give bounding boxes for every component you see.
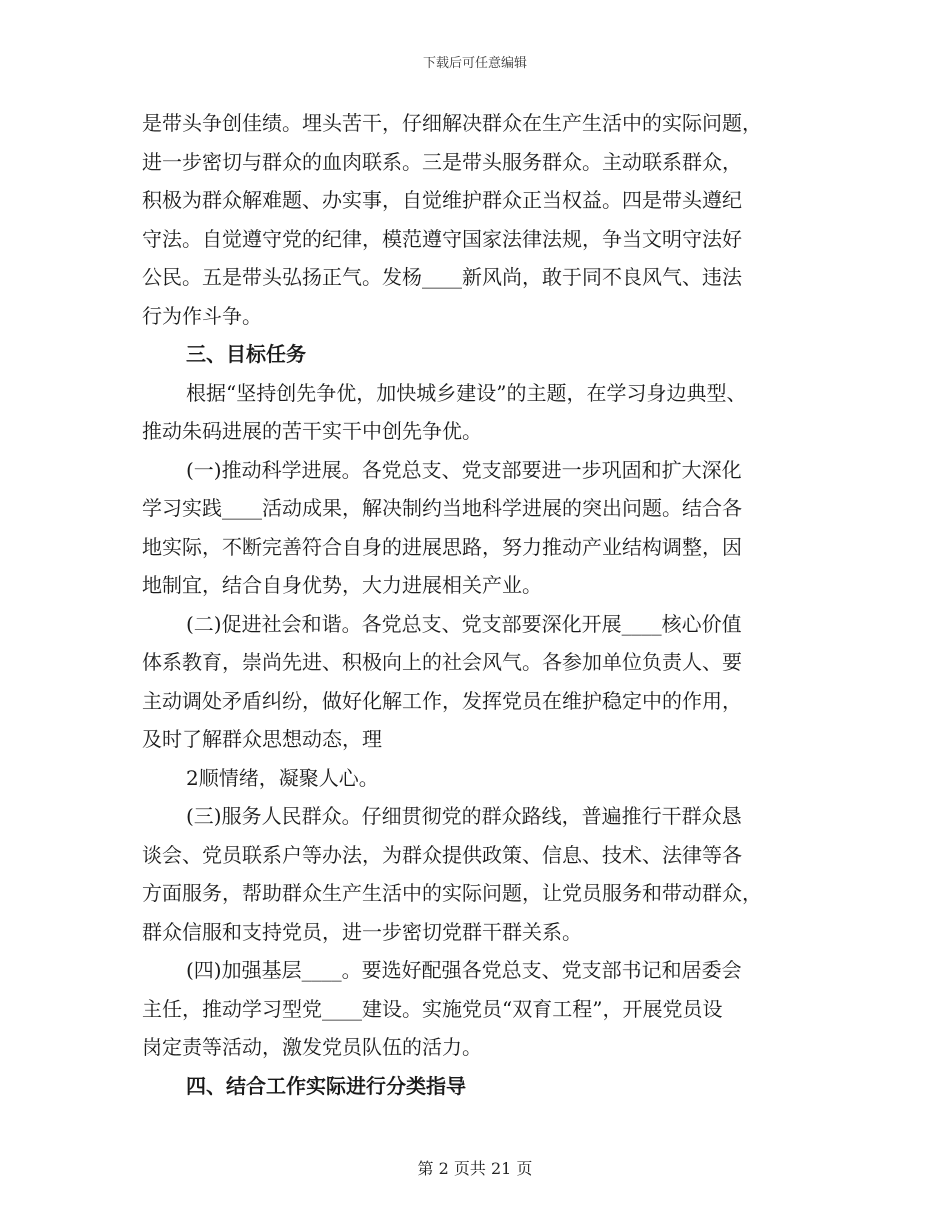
paragraph-start: (三)服务人民群众。仔细贯彻党的群众路线，普遍推行干群众恳 [186, 804, 742, 828]
body-line: 谈会、党员联系户等办法，为群众提供政策、信息、技术、法律等各 [142, 842, 742, 867]
paragraph-start: 根据“坚持创先争优，加快城乡建设”的主题，在学习身边典型、 [186, 380, 747, 405]
body-line: 及时了解群众思想动态，理 [142, 727, 382, 751]
section-heading-4: 四、结合工作实际进行分类指导 [186, 1073, 466, 1098]
body-line: 是带头争创佳绩。埋头苦干，仔细解决群众在生产生活中的实际问题， [142, 111, 762, 135]
paragraph-start: 2顺情绪，凝聚人心。 [186, 765, 379, 790]
body-line: 进一步密切与群众的血肉联系。三是带头服务群众。主动联系群众， [142, 149, 742, 174]
body-line: 推动朱码进展的苦干实干中创先争优。 [142, 419, 482, 443]
document-body [142, 104, 810, 1105]
body-line: 公民。五是带头弘扬正气。发杨____新风尚，敢于同不良风气、违法 [142, 265, 742, 289]
page-number-footer: 第 2 页共 21 页 [417, 1159, 533, 1178]
section-heading-3: 三、目标任务 [186, 342, 306, 366]
body-line: 体系教育，崇尚先进、积极向上的社会风气。各参加单位负责人、要 [142, 650, 742, 674]
body-line: 主任，推动学习型党____建设。实施党员“双育工程”，开展党员设 [142, 996, 723, 1021]
body-line: 方面服务，帮助群众生产生活中的实际问题，让党员服务和带动群众， [142, 881, 762, 905]
body-line: 行为作斗争。 [142, 303, 262, 328]
body-line: 学习实践____活动成果，解决制约当地科学进展的突出问题。结合各 [142, 496, 742, 520]
paragraph-start: (四)加强基层____。要选好配强各党总支、党支部书记和居委会 [186, 958, 742, 982]
paragraph-start: (一)推动科学进展。各党总支、党支部要进一步巩固和扩大深化 [186, 457, 742, 482]
body-line: 主动调处矛盾纠纷，做好化解工作，发挥党员在维护稳定中的作用， [142, 688, 742, 713]
paragraph-start: (二)促进社会和谐。各党总支、党支部要深化开展____核心价值 [186, 611, 742, 636]
page-header-note: 下载后可任意编辑 [422, 56, 527, 71]
body-line: 岗定责等活动，激发党员队伍的活力。 [142, 1035, 482, 1059]
body-line: 地实际，不断完善符合自身的进展思路，努力推动产业结构调整，因 [142, 534, 742, 559]
body-line: 群众信服和支持党员，进一步密切党群干群关系。 [142, 919, 582, 944]
body-line: 地制宜，结合自身优势，大力进展相关产业。 [142, 573, 542, 597]
body-line: 积极为群众解难题、办实事，自觉维护群众正当权益。四是带头遵纪 [142, 188, 742, 212]
body-line: 守法。自觉遵守党的纪律，模范遵守国家法律法规，争当文明守法好 [142, 226, 742, 251]
